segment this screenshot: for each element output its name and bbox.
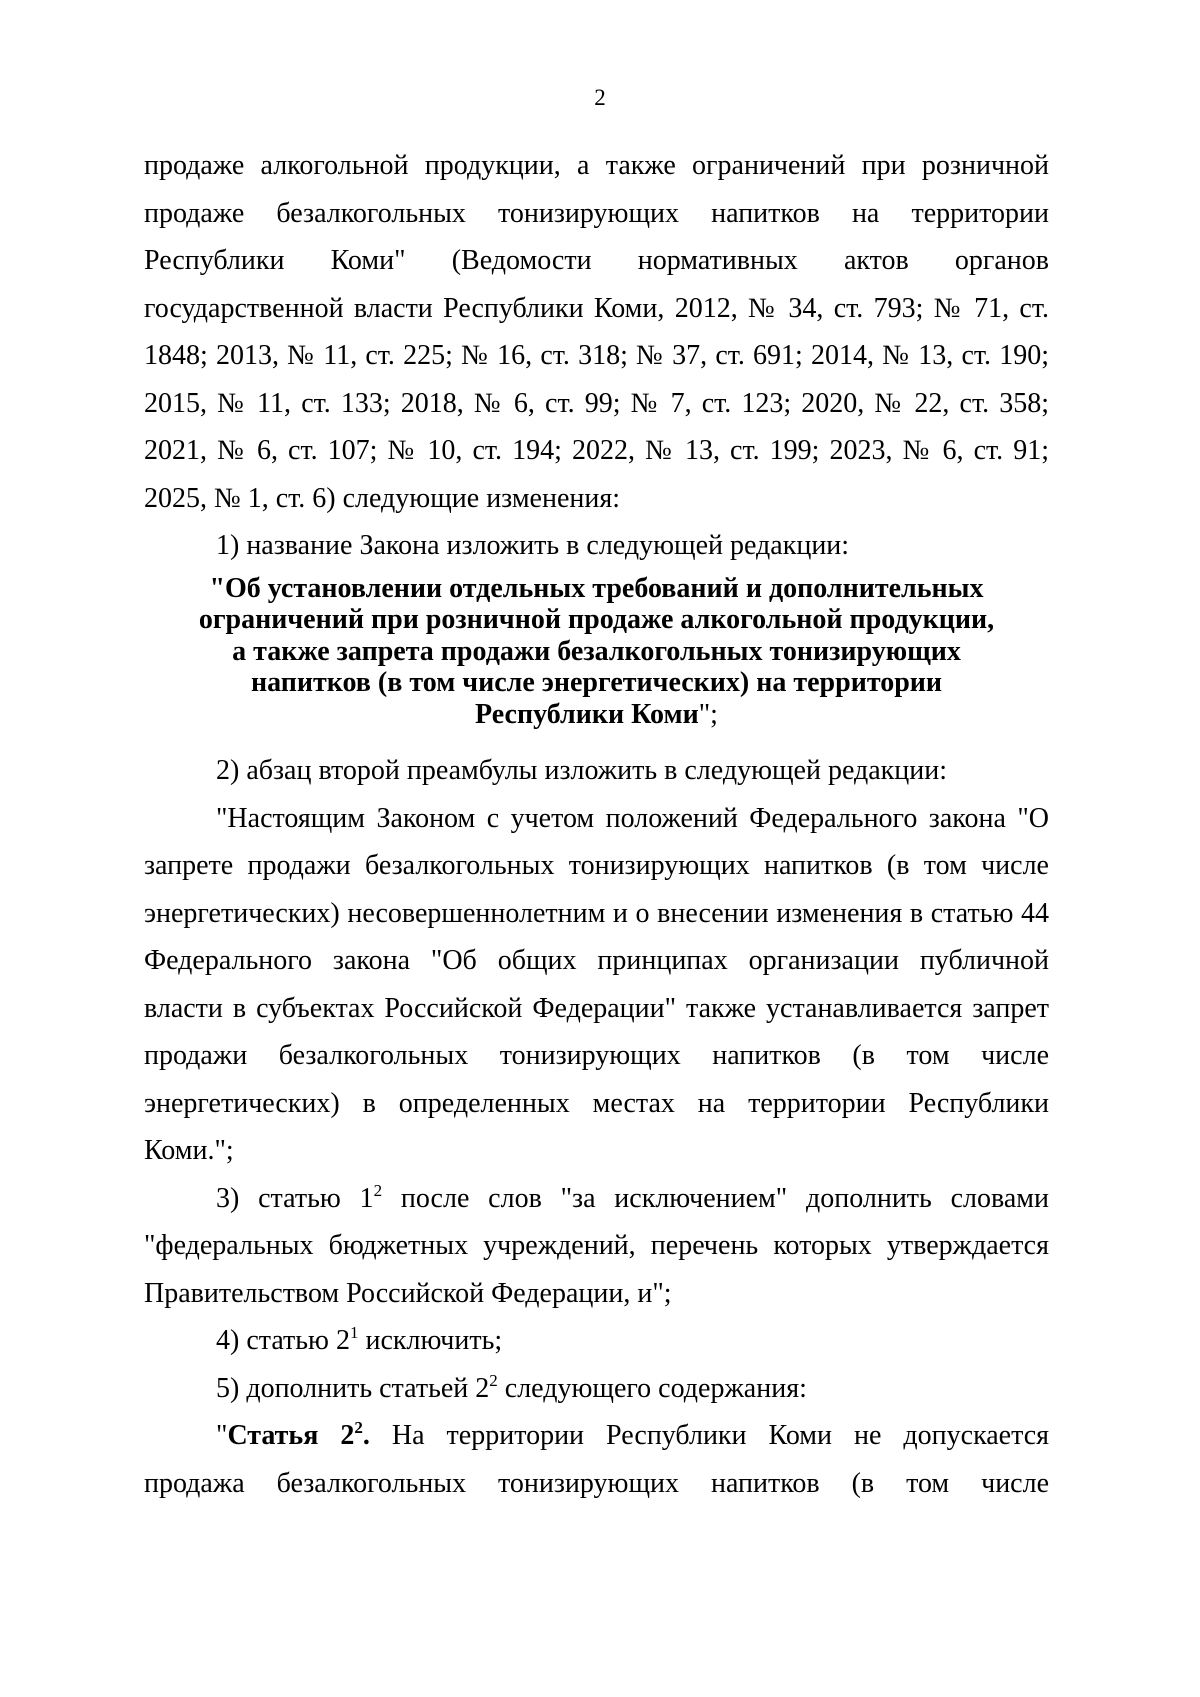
law-title-line: а также запрета продажи безалкогольных тонизирующих [232,635,961,667]
article-text: На территории Республики Коми не допускается продажа безалкогольных тонизирующих напитков (в том числе [144,1420,1049,1499]
item-3-paragraph [144,1175,1049,1318]
law-title-line: напитков (в том числе энергетических) на территории [250,667,943,698]
page-number: 2 [594,85,606,110]
law-title-line: "Об установлении отдельных требований и дополнительных [209,572,984,604]
item-4-rest: исключить; [358,1325,503,1356]
law-title-ending: "; [698,698,718,730]
item-4-prefix: 4) статью 2 [216,1325,350,1356]
document-body [144,142,1049,1507]
item-1-paragraph: 1) название Закона изложить в следующей редакции: [216,530,850,561]
item-4-superscript: 1 [349,1323,359,1342]
intro-paragraph: продаже алкогольной продукции, а также ограничений при розничной продаже безалкогольных тонизирующих напитков на территории Республики Коми" (Ведомости нормативных актов органов государственной власти Республики Коми, 2012, № 34, ст. 793; № 71, ст. 1848; 2013, № 11, ст. 225; № 16, ст. 318; № 37, ст. 691; 2014, № 13, ст. 190; 2015, № 11, ст. 133; 2018, № 6, ст. 99; № 7, ст. 123; 2020, № 22, ст. 358; 2021, № 6, ст. 107; № 10, ст. 194; 2022, № 13, ст. 199; 2023, № 6, ст. 91; 2025, № 1, ст. 6) следующие изменения: [144,150,1049,514]
law-title-last-line [144,699,1049,731]
law-title-line: ограничений при розничной продаже алкогольной продукции, [198,604,995,635]
item-3-prefix: 3) статью 1 [216,1182,374,1214]
item-3-rest: после слов "за исключением" дополнить словами "федеральных бюджетных учреждений, перечень которых утверждается Правительством Российской Федерации, и"; [144,1182,1049,1309]
item-5-superscript: 2 [489,1370,498,1390]
law-title-line-text: Республики Коми [475,698,699,730]
preamble-quote-paragraph: "Настоящим Законом с учетом положений Федерального закона "О запрете продажи безалкогольных тонизирующих напитков (в том числе энергетических) несовершеннолетним и о внесении изменения в статью 44 Федерального закона "Об общих принципах организации публичной власти в субъектах Российской Федерации" также устанавливается запрет продажи безалкогольных тонизирующих напитков (в том числе энергетических) в определенных местах на территории Республики Коми."; [144,802,1049,1166]
item-4-paragraph [144,1317,1049,1365]
law-title-block [144,573,1049,731]
item-2-paragraph: 2) абзац второй преамбулы изложить в следующей редакции: [216,755,948,786]
article-quote-open: " [216,1420,228,1451]
article-paragraph [144,1412,1049,1507]
item-5-paragraph [144,1365,1049,1413]
article-label-dot: . [362,1420,370,1451]
item-5-rest: следующего содержания: [497,1372,807,1404]
article-superscript [354,1418,363,1437]
article-label: Статья 2 [227,1420,355,1451]
item-5-prefix: 5) дополнить статьей 2 [216,1372,490,1404]
article-superscript-text: 2 [354,1418,363,1437]
item-3-superscript: 2 [373,1180,383,1200]
